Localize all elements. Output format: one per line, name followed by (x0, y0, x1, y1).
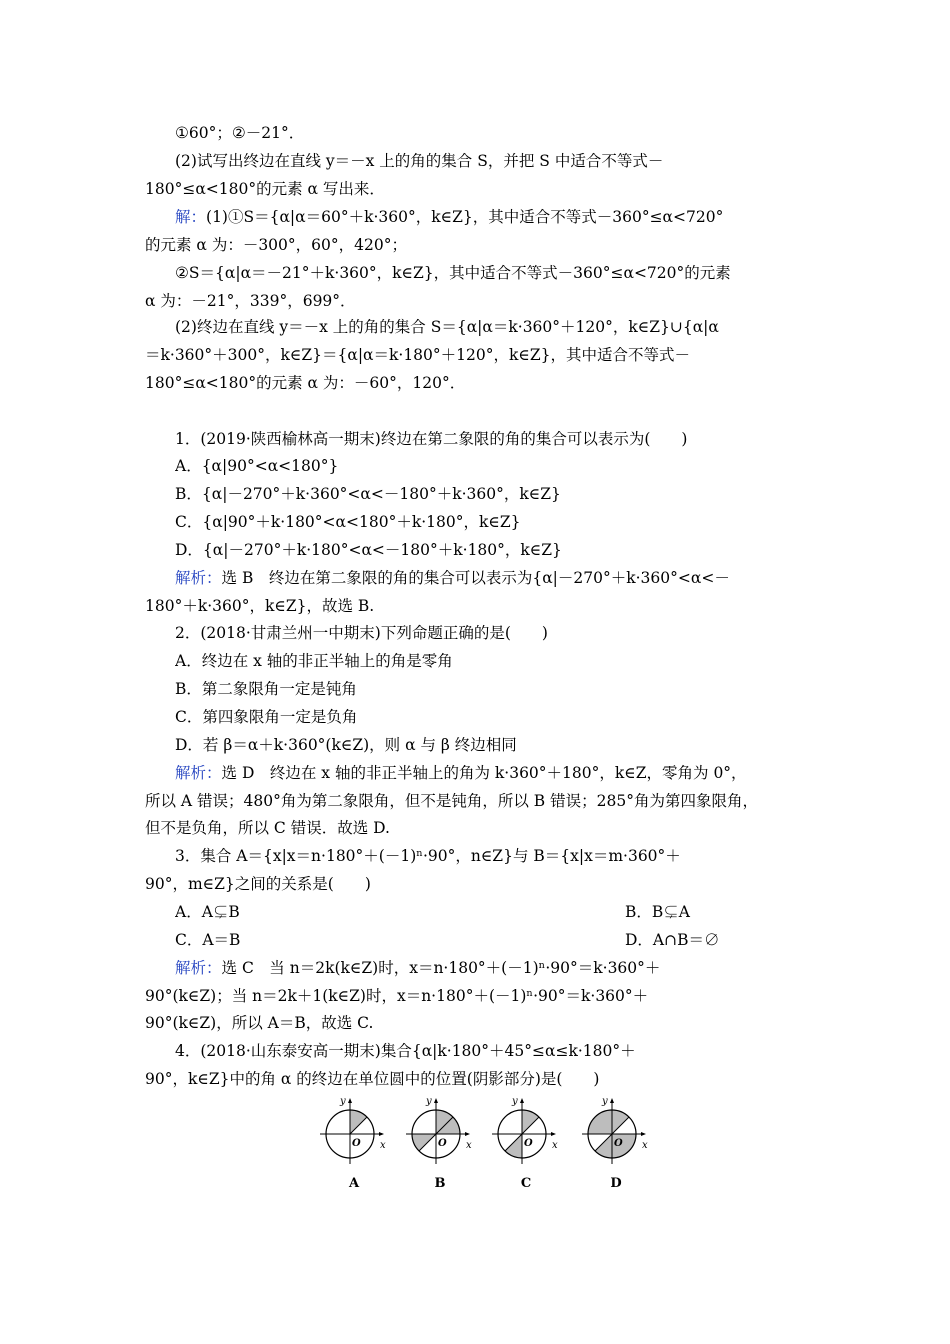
option-line: B．第二象限角一定是钝角 (175, 680, 357, 698)
figure-label: B (434, 1176, 446, 1191)
answer-line: ①60°；②－21°． (175, 124, 305, 142)
unit-circle-c-icon (490, 1094, 562, 1166)
solution-line: 解析：选 B 终边在第二象限的角的集合可以表示为{α|－270°＋k·360°<α<－ (175, 569, 730, 587)
svg-text:x: x (552, 1140, 558, 1151)
solution-line: 解析：选 D 终边在 x 轴的非正半轴上的角为 k·360°＋180°，k∈Z，零角为 0°， (175, 764, 747, 782)
unit-circle-figures (318, 1094, 668, 1204)
solution-line: 但不是负角，所以 C 错误．故选 D. (145, 819, 390, 837)
question-2: 2．(2018·甘肃兰州一中期末)下列命题正确的是( ) (175, 624, 548, 642)
solution-line: 180°＋k·360°，k∈Z}，故选 B. (145, 597, 375, 615)
svg-text:O: O (614, 1138, 623, 1149)
question-line: 180°≤α<180°的元素 α 写出来． (145, 180, 385, 198)
option-line: C．{α|90°＋k·180°<α<180°＋k·180°，k∈Z} (175, 513, 521, 531)
question-3: 3．集合 A＝{x|x＝n·180°＋(－1)ⁿ·90°，n∈Z}与 B＝{x|x＝m·360°＋ (175, 847, 681, 865)
option-row (175, 899, 807, 925)
svg-text:y: y (340, 1096, 346, 1107)
svg-text:O: O (524, 1138, 533, 1149)
option-c: C．A＝B (175, 931, 241, 949)
question-line: 90°，m∈Z}之间的关系是( ) (145, 875, 371, 893)
svg-text:y: y (602, 1096, 608, 1107)
solution-line: α 为：－21°，339°，699°． (145, 292, 356, 310)
solution-line: 的元素 α 为：－300°，60°，420°； (145, 236, 407, 254)
solution-line: 90°(k∈Z)；当 n＝2k＋1(k∈Z)时，x＝n·180°＋(－1)ⁿ·90°＝k·360°＋ (145, 987, 649, 1005)
option-line: A．{α|90°<α<180°} (175, 457, 339, 475)
svg-text:O: O (352, 1138, 361, 1149)
solution-label: 解： (175, 208, 207, 226)
figure-label: C (520, 1176, 532, 1191)
solution-line: 解：(1)①S＝{α|α＝60°＋k·360°，k∈Z}，其中适合不等式－360°≤α<720° (175, 208, 724, 226)
unit-circle-d-icon (580, 1094, 652, 1166)
question-line: (2)试写出终边在直线 y＝－x 上的角的集合 S，并把 S 中适合不等式－ (175, 152, 664, 170)
unit-circle-b-icon (404, 1094, 476, 1166)
figure-label: D (610, 1176, 622, 1191)
figure-b (404, 1094, 476, 1194)
solution-label: 解析： (175, 764, 222, 782)
unit-circle-a-icon (318, 1094, 390, 1166)
svg-text:x: x (642, 1140, 648, 1151)
svg-text:x: x (466, 1140, 472, 1151)
solution-line: 180°≤α<180°的元素 α 为：－60°，120°． (145, 374, 466, 392)
figure-d (580, 1094, 652, 1194)
solution-line: 解析：选 C 当 n＝2k(k∈Z)时，x＝n·180°＋(－1)ⁿ·90°＝k·360°＋ (175, 959, 661, 977)
option-line: C．第四象限角一定是负角 (175, 708, 358, 726)
option-line: D．若 β＝α＋k·360°(k∈Z)，则 α 与 β 终边相同 (175, 736, 517, 754)
solution-line: 所以 A 错误；480°角为第二象限角，但不是钝角，所以 B 错误；285°角为第四象限角， (145, 792, 758, 810)
svg-text:x: x (380, 1140, 386, 1151)
option-row (175, 927, 807, 953)
option-b: B．B⊊A (625, 903, 690, 921)
svg-text:y: y (426, 1096, 432, 1107)
option-d: D．A∩B＝∅ (625, 931, 720, 949)
solution-line: (2)终边在直线 y＝－x 上的角的集合 S＝{α|α＝k·360°＋120°，k∈Z}∪{α|α (175, 318, 719, 336)
figure-c (490, 1094, 562, 1194)
solution-line: ②S＝{α|α＝－21°＋k·360°，k∈Z}，其中适合不等式－360°≤α<720°的元素 (175, 264, 731, 282)
svg-text:y: y (512, 1096, 518, 1107)
solution-label: 解析： (175, 569, 222, 587)
question-line: 90°，k∈Z}中的角 α 的终边在单位圆中的位置(阴影部分)是( ) (145, 1070, 600, 1088)
option-a: A．A⊊B (175, 903, 240, 921)
question-1: 1．(2019·陕西榆林高一期末)终边在第二象限的角的集合可以表示为( ) (175, 430, 688, 448)
solution-line: 90°(k∈Z)，所以 A＝B，故选 C. (145, 1014, 374, 1032)
question-4: 4．(2018·山东泰安高一期末)集合{α|k·180°＋45°≤α≤k·180°＋ (175, 1042, 636, 1060)
solution-label: 解析： (175, 959, 222, 977)
option-line: D．{α|－270°＋k·180°<α<－180°＋k·180°，k∈Z} (175, 541, 562, 559)
solution-line: ＝k·360°＋300°，k∈Z}＝{α|α＝k·180°＋120°，k∈Z}，其中适合不等式－ (145, 346, 690, 364)
figure-label: A (348, 1176, 360, 1191)
svg-text:O: O (438, 1138, 447, 1149)
option-line: B．{α|－270°＋k·360°<α<－180°＋k·360°，k∈Z} (175, 485, 561, 503)
option-line: A．终边在 x 轴的非正半轴上的角是零角 (175, 652, 453, 670)
figure-a (318, 1094, 390, 1194)
